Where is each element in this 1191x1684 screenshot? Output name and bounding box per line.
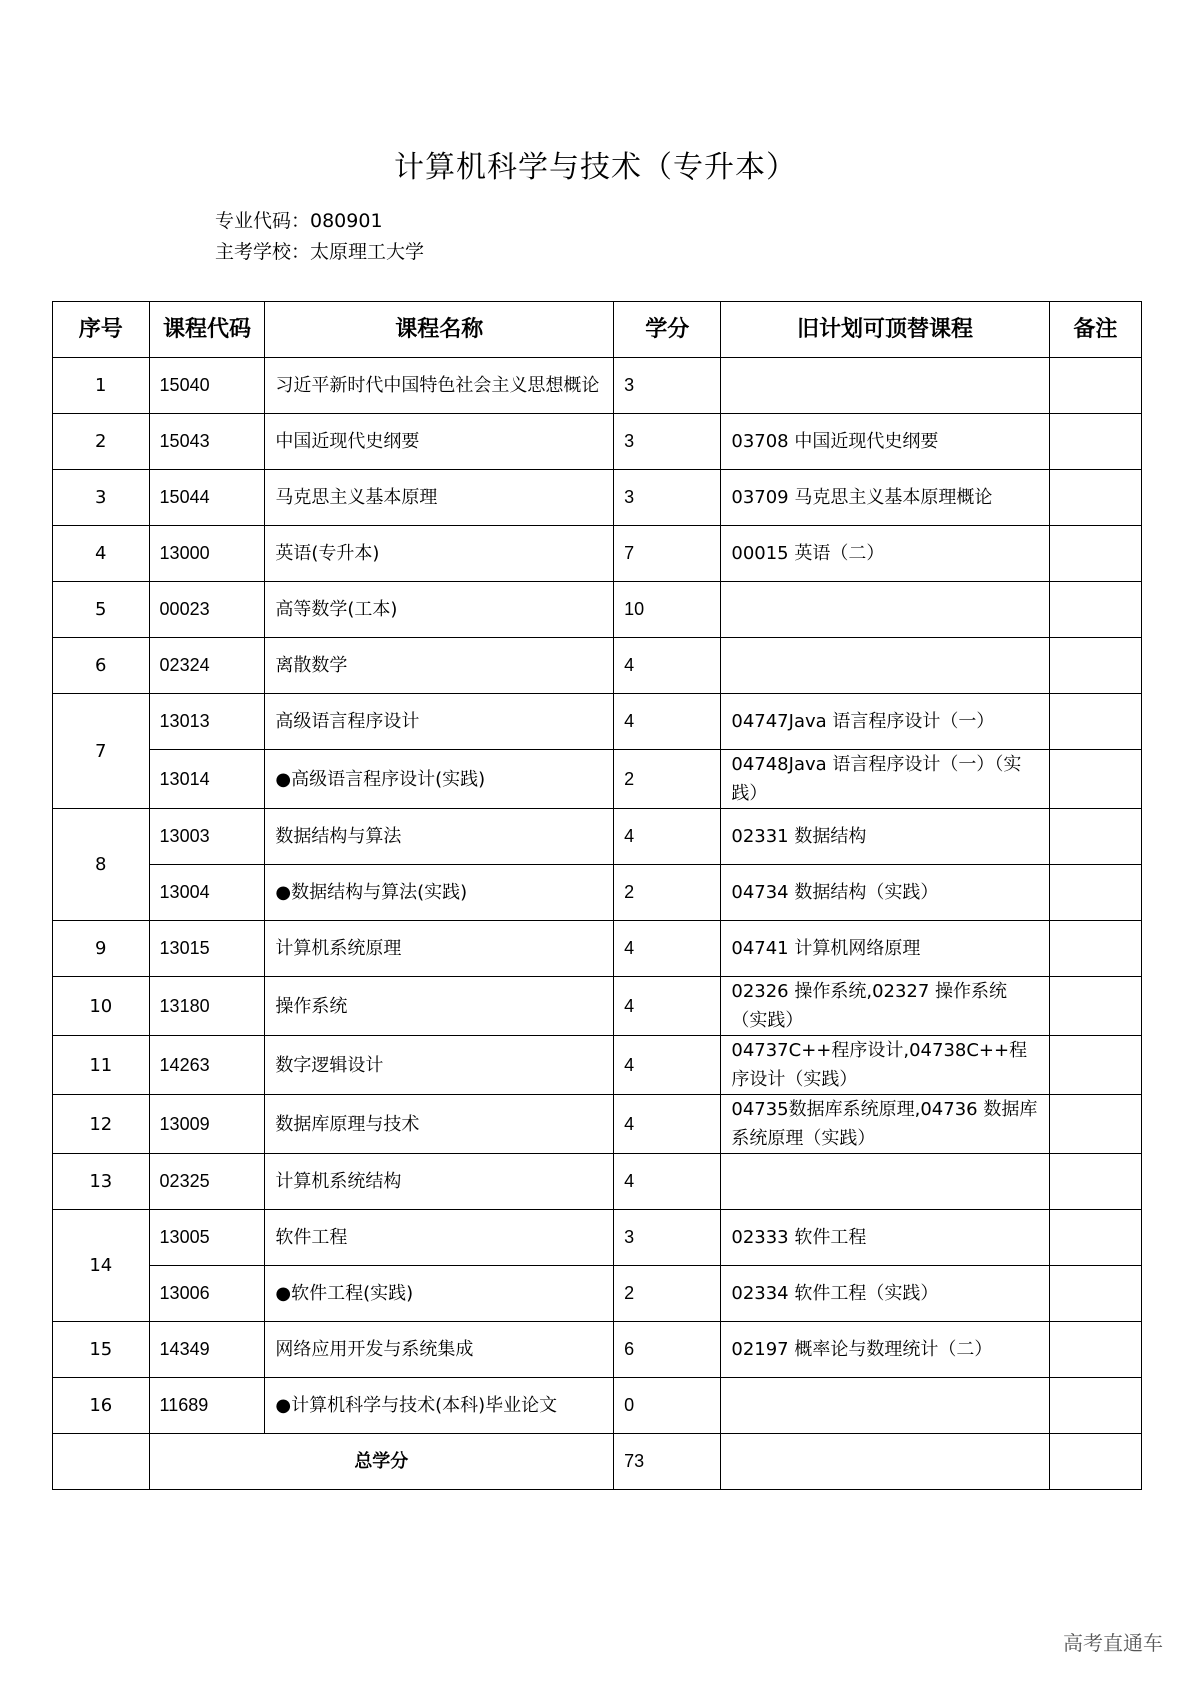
row-credits: 6 <box>614 1322 721 1378</box>
row-name: 操作系统 <box>265 977 614 1036</box>
row-replacement <box>721 1154 1049 1210</box>
row-code: 13014 <box>149 750 265 809</box>
row-credits: 4 <box>614 921 721 977</box>
row-remark <box>1049 1378 1141 1434</box>
row-remark <box>1049 1210 1141 1266</box>
header-course-name: 课程名称 <box>265 302 614 358</box>
row-name: ●软件工程(实践) <box>265 1266 614 1322</box>
row-remark <box>1049 865 1141 921</box>
header-replacement-course: 旧计划可顶替课程 <box>721 302 1049 358</box>
row-code: 13000 <box>149 526 265 582</box>
row-credits: 2 <box>614 750 721 809</box>
row-name: 习近平新时代中国特色社会主义思想概论 <box>265 358 614 414</box>
row-replacement: 00015 英语（二） <box>721 526 1049 582</box>
row-replacement: 04747Java 语言程序设计（一） <box>721 694 1049 750</box>
row-remark <box>1049 470 1141 526</box>
row-credits: 4 <box>614 1036 721 1095</box>
row-credits: 2 <box>614 1266 721 1322</box>
table-row <box>53 977 1142 1036</box>
table-row <box>53 1378 1142 1434</box>
row-name: 软件工程 <box>265 1210 614 1266</box>
row-replacement: 04734 数据结构（实践） <box>721 865 1049 921</box>
table-row <box>53 1154 1142 1210</box>
row-code: 15040 <box>149 358 265 414</box>
row-credits: 4 <box>614 1154 721 1210</box>
row-remark <box>1049 1154 1141 1210</box>
row-seq: 13 <box>53 1154 150 1210</box>
table-row <box>53 921 1142 977</box>
row-replacement: 04737C++程序设计,04738C++程序设计（实践） <box>721 1036 1049 1095</box>
row-code: 14263 <box>149 1036 265 1095</box>
row-seq: 3 <box>53 470 150 526</box>
total-row <box>53 1434 1142 1490</box>
table-row <box>53 526 1142 582</box>
row-credits: 4 <box>614 638 721 694</box>
table-row <box>53 638 1142 694</box>
row-seq: 12 <box>53 1095 150 1154</box>
row-name: 离散数学 <box>265 638 614 694</box>
row-code: 13015 <box>149 921 265 977</box>
row-seq: 4 <box>53 526 150 582</box>
row-credits: 10 <box>614 582 721 638</box>
row-code: 13003 <box>149 809 265 865</box>
row-credits: 2 <box>614 865 721 921</box>
table-header-row <box>53 302 1142 358</box>
header-remark: 备注 <box>1049 302 1141 358</box>
row-name: 高等数学(工本) <box>265 582 614 638</box>
header-credits: 学分 <box>614 302 721 358</box>
row-name: 英语(专升本) <box>265 526 614 582</box>
row-credits: 3 <box>614 1210 721 1266</box>
row-replacement: 02326 操作系统,02327 操作系统（实践） <box>721 977 1049 1036</box>
row-replacement <box>721 582 1049 638</box>
page-title: 计算机科学与技术（专升本） <box>394 150 797 185</box>
row-credits: 3 <box>614 358 721 414</box>
row-code: 13006 <box>149 1266 265 1322</box>
row-replacement: 04741 计算机网络原理 <box>721 921 1049 977</box>
table-row <box>53 1210 1142 1266</box>
major-code: 专业代码：080901 <box>215 210 383 232</box>
row-credits: 4 <box>614 1095 721 1154</box>
row-name: 数据结构与算法 <box>265 809 614 865</box>
row-seq: 14 <box>53 1210 150 1322</box>
table-row <box>53 358 1142 414</box>
row-credits: 4 <box>614 977 721 1036</box>
table-row <box>53 1095 1142 1154</box>
row-seq: 11 <box>53 1036 150 1095</box>
brand-watermark: 高考直通车 <box>1063 1631 1163 1655</box>
row-credits: 4 <box>614 694 721 750</box>
course-table <box>52 301 1142 1490</box>
table-row <box>53 750 1142 809</box>
row-name: ●高级语言程序设计(实践) <box>265 750 614 809</box>
row-name: 高级语言程序设计 <box>265 694 614 750</box>
header-course-code: 课程代码 <box>149 302 265 358</box>
row-code: 15044 <box>149 470 265 526</box>
row-name: 数字逻辑设计 <box>265 1036 614 1095</box>
row-seq: 9 <box>53 921 150 977</box>
row-replacement: 03709 马克思主义基本原理概论 <box>721 470 1049 526</box>
row-code: 15043 <box>149 414 265 470</box>
row-remark <box>1049 1095 1141 1154</box>
row-replacement: 04735数据库系统原理,04736 数据库系统原理（实践） <box>721 1095 1049 1154</box>
total-credits-label: 总学分 <box>149 1434 614 1490</box>
row-remark <box>1049 526 1141 582</box>
table-row <box>53 694 1142 750</box>
row-code: 02325 <box>149 1154 265 1210</box>
table-row <box>53 414 1142 470</box>
row-code: 00023 <box>149 582 265 638</box>
row-name: ●计算机科学与技术(本科)毕业论文 <box>265 1378 614 1434</box>
row-credits: 3 <box>614 414 721 470</box>
row-code: 11689 <box>149 1378 265 1434</box>
row-remark <box>1049 750 1141 809</box>
row-credits: 0 <box>614 1378 721 1434</box>
row-credits: 7 <box>614 526 721 582</box>
row-seq: 15 <box>53 1322 150 1378</box>
row-remark <box>1049 694 1141 750</box>
total-credits-value: 73 <box>614 1434 721 1490</box>
row-replacement <box>721 1378 1049 1434</box>
row-remark <box>1049 1036 1141 1095</box>
row-code: 13013 <box>149 694 265 750</box>
table-row <box>53 1322 1142 1378</box>
row-code: 02324 <box>149 638 265 694</box>
row-replacement: 02197 概率论与数理统计（二） <box>721 1322 1049 1378</box>
row-replacement: 03708 中国近现代史纲要 <box>721 414 1049 470</box>
row-remark <box>1049 921 1141 977</box>
row-replacement: 02331 数据结构 <box>721 809 1049 865</box>
row-replacement: 02334 软件工程（实践） <box>721 1266 1049 1322</box>
row-remark <box>1049 1266 1141 1322</box>
row-name: 计算机系统结构 <box>265 1154 614 1210</box>
row-replacement <box>721 638 1049 694</box>
row-replacement: 04748Java 语言程序设计（一）（实践） <box>721 750 1049 809</box>
total-seq-empty <box>53 1434 150 1490</box>
row-remark <box>1049 414 1141 470</box>
row-seq: 5 <box>53 582 150 638</box>
table-row <box>53 809 1142 865</box>
row-remark <box>1049 977 1141 1036</box>
row-seq: 6 <box>53 638 150 694</box>
table-row <box>53 582 1142 638</box>
row-name: ●数据结构与算法(实践) <box>265 865 614 921</box>
row-name: 网络应用开发与系统集成 <box>265 1322 614 1378</box>
table-row <box>53 1266 1142 1322</box>
table-row <box>53 1036 1142 1095</box>
row-name: 中国近现代史纲要 <box>265 414 614 470</box>
total-replacement-empty <box>721 1434 1049 1490</box>
table-row <box>53 470 1142 526</box>
row-code: 13005 <box>149 1210 265 1266</box>
row-remark <box>1049 1322 1141 1378</box>
row-seq: 10 <box>53 977 150 1036</box>
row-remark <box>1049 809 1141 865</box>
row-seq: 2 <box>53 414 150 470</box>
row-replacement <box>721 358 1049 414</box>
table-row <box>53 865 1142 921</box>
row-name: 计算机系统原理 <box>265 921 614 977</box>
header-seq: 序号 <box>53 302 150 358</box>
row-seq: 1 <box>53 358 150 414</box>
row-code: 13004 <box>149 865 265 921</box>
row-replacement: 02333 软件工程 <box>721 1210 1049 1266</box>
row-remark <box>1049 582 1141 638</box>
row-name: 马克思主义基本原理 <box>265 470 614 526</box>
row-remark <box>1049 638 1141 694</box>
row-code: 14349 <box>149 1322 265 1378</box>
row-name: 数据库原理与技术 <box>265 1095 614 1154</box>
row-code: 13180 <box>149 977 265 1036</box>
row-credits: 3 <box>614 470 721 526</box>
row-remark <box>1049 358 1141 414</box>
total-remark-empty <box>1049 1434 1141 1490</box>
row-seq: 16 <box>53 1378 150 1434</box>
row-seq: 7 <box>53 694 150 809</box>
row-seq: 8 <box>53 809 150 921</box>
exam-school: 主考学校：太原理工大学 <box>215 241 425 263</box>
row-credits: 4 <box>614 809 721 865</box>
row-code: 13009 <box>149 1095 265 1154</box>
